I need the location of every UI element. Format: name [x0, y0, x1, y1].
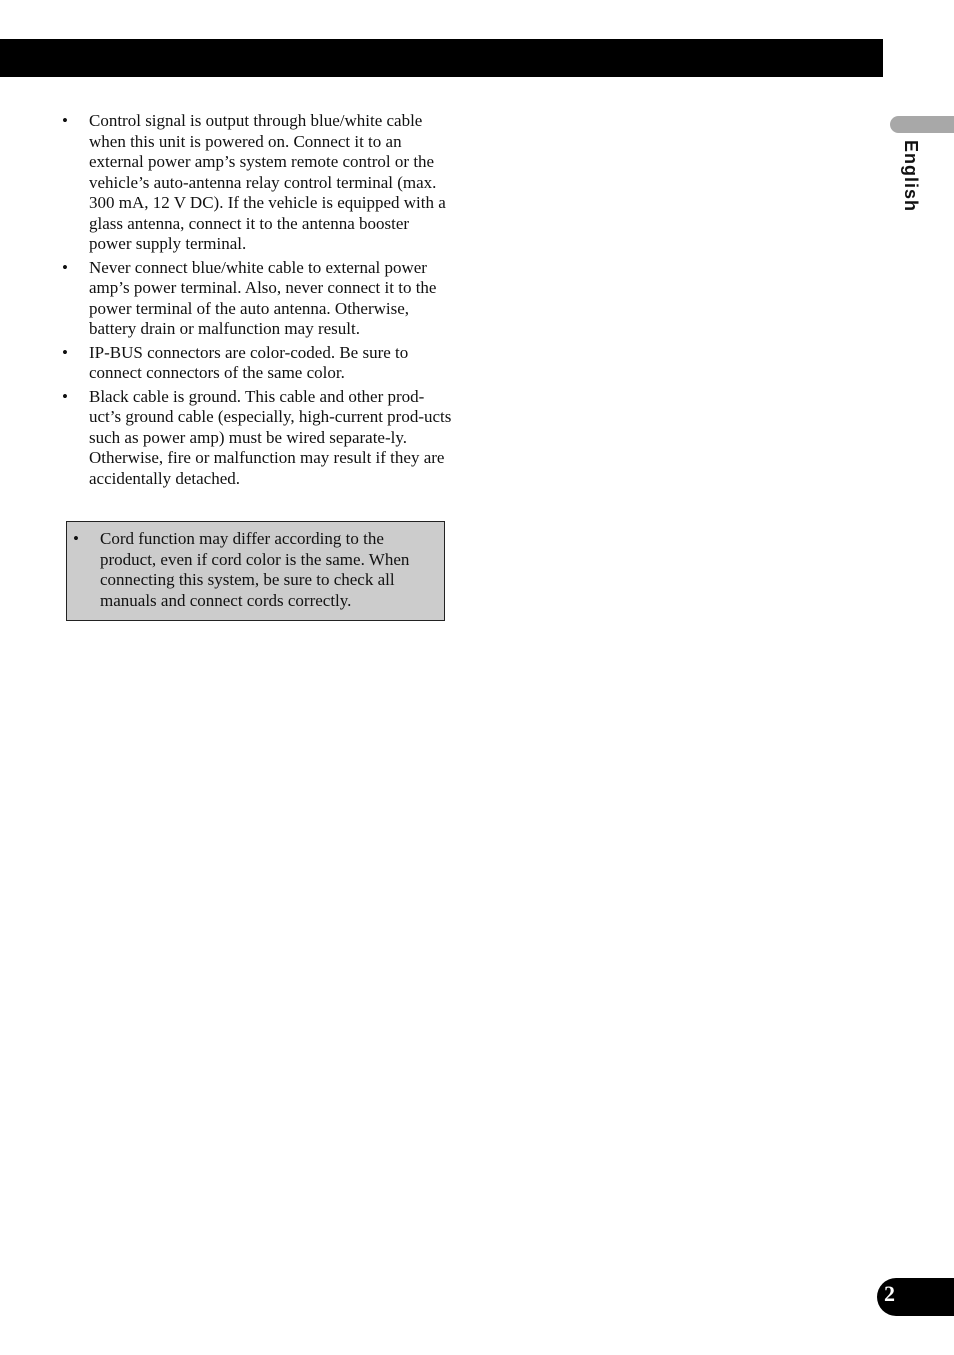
list-item	[62, 258, 454, 340]
page-number: 2	[884, 1281, 895, 1306]
bullet-dot: •	[62, 257, 68, 277]
bullet-text: IP-BUS connectors are color-coded. Be sure to connect connectors of the same color.	[89, 342, 409, 382]
bullet-dot: •	[62, 386, 68, 406]
note-box	[66, 521, 445, 621]
bullet-text: Black cable is ground. This cable and other prod-uct’s ground cable (especially, high-current prod-ucts such as power amp) must be wired separate-ly. Otherwise, fire or malfunction may result if they are accidentally detached.	[89, 386, 452, 488]
note-item	[73, 529, 440, 611]
header-bar	[0, 39, 883, 77]
bullet-list	[62, 111, 454, 492]
bullet-text: Never connect blue/white cable to external power amp’s power terminal. Also, never connect it to the power terminal of the auto antenna. Otherwise, battery drain or malfunction may result.	[89, 257, 437, 338]
bullet-text: Control signal is output through blue/white cable when this unit is powered on. Connect it to an external power amp’s system remote control or the vehicle’s auto-antenna relay control terminal (max. 300 mA, 12 V DC). If the vehicle is equipped with a glass antenna, connect it to the antenna booster power supply terminal.	[89, 111, 446, 253]
language-tab	[890, 116, 954, 133]
note-text: Cord function may differ according to the product, even if cord color is the same. When connecting this system, be sure to check all manuals and connect cords correctly.	[100, 529, 410, 610]
language-label: English	[901, 140, 921, 213]
bullet-dot: •	[62, 111, 68, 130]
bullet-dot: •	[62, 342, 68, 362]
list-item	[62, 387, 454, 490]
list-item	[62, 111, 454, 255]
bullet-dot: •	[73, 529, 79, 548]
list-item	[62, 343, 454, 384]
